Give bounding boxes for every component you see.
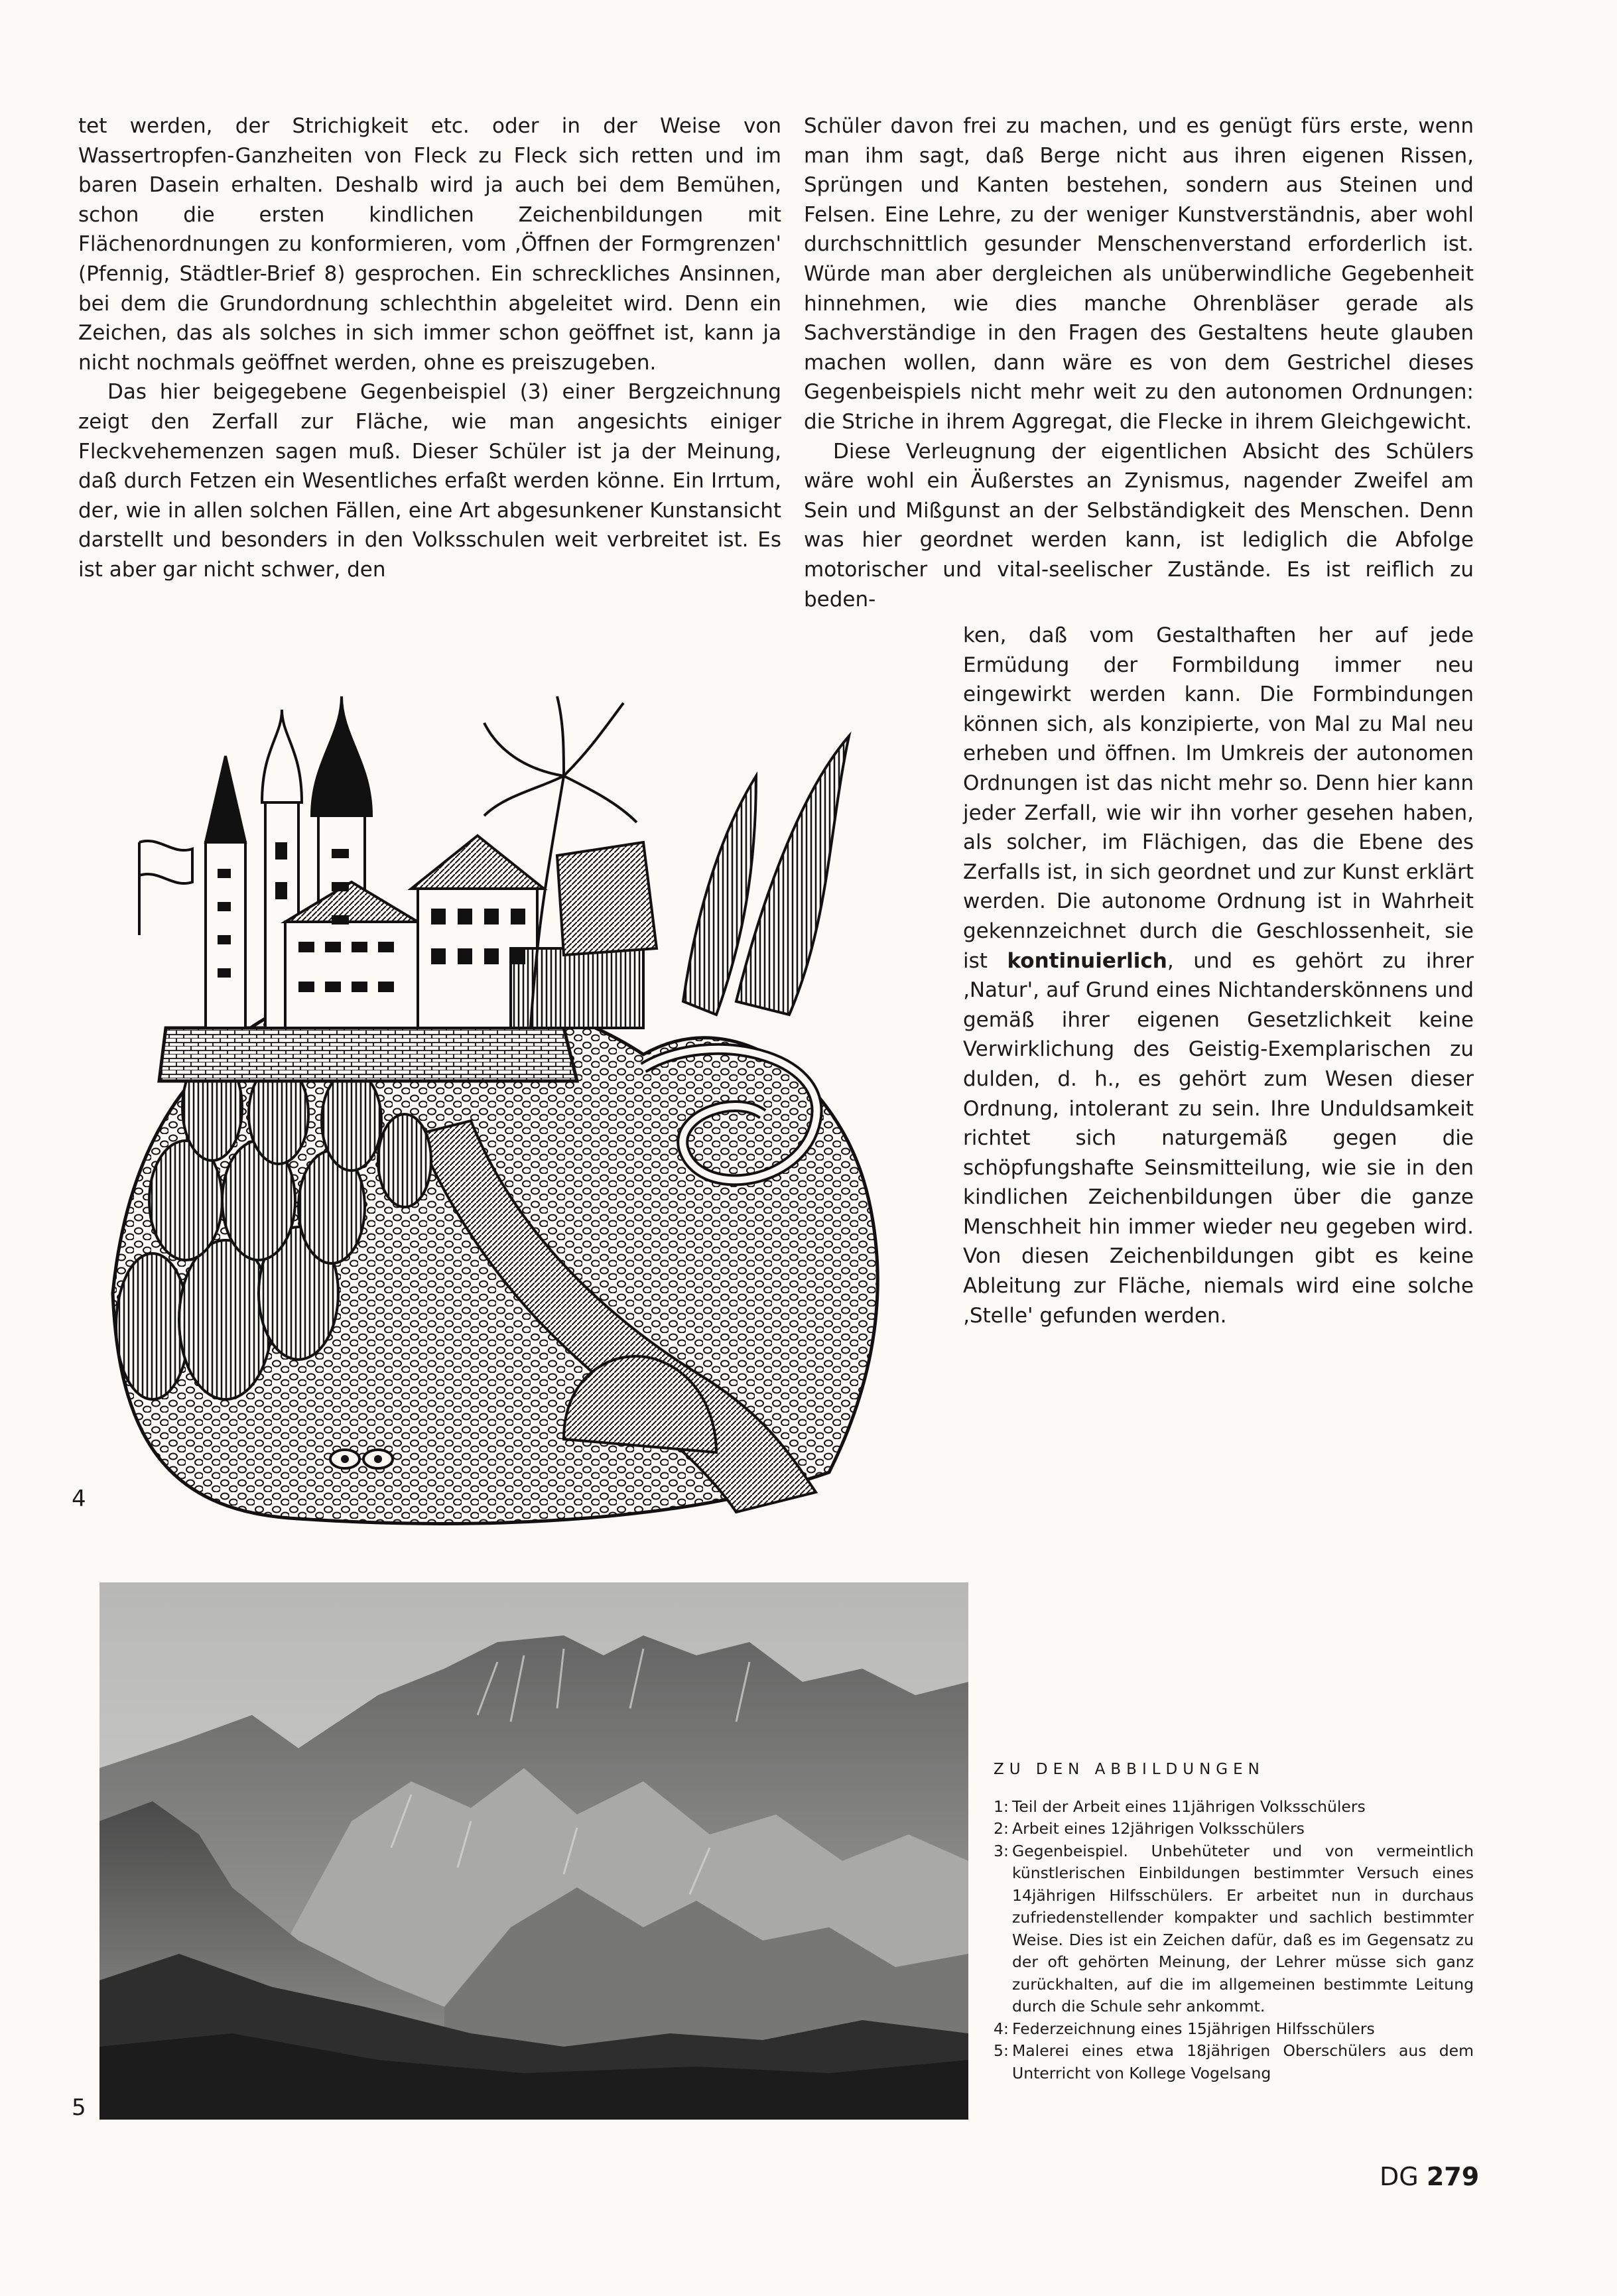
caption-item [994,2018,1474,2041]
right-text-column-top [804,111,1474,614]
paragraph-part-1: ken, daß vom Gestalthaften her auf jede Ermüdung der Formbildung immer neu eingewirkt werden kann. Die Formbindungen können sich, als konzipierte, von Mal zu Mal neu erheben und öffnen. Im Umkreis der autonomen Ordnungen ist das nicht mehr so. Denn hier kann jeder Zerfall, wie wir ihn vorher gesehen haben, als solcher, im Flächigen, das die Ebene des Zerfalls ist, in sich geordnet und zur Kunst erklärt werden. Die autonome Ordnung ist in Wahrheit gekennzeichnet durch die Geschlossenheit, sie ist [963,623,1474,973]
caption-item [994,1840,1474,2018]
figure-5-number: 5 [72,2094,86,2121]
right-paragraph-2: Diese Verleugnung der eigentlichen Absicht des Schülers wäre wohl ein Äußerstes an Zynismus, nagender Zweifel am Sein und Mißgunst an der Selbständigkeit des Menschen. Denn was hier geordnet werden kann, ist lediglich die Abfolge motorischer und vital-seelischer Zustände. Es ist reiflich zu beden- [804,439,1474,611]
caption-number: 4: [994,2019,1009,2038]
captions-heading: ZU DEN ABBILDUNGEN [994,1761,1265,1778]
caption-item [994,1796,1474,1818]
figure-4-number: 4 [72,1486,86,1512]
page-folio [1380,2162,1479,2191]
right-paragraph-1: Schüler davon frei zu machen, und es genügt fürs erste, wenn man ihm sagt, daß Berge nicht aus ihren eigenen Rissen, Sprüngen und Kanten bestehen, sondern aus Steinen und Felsen. Eine Lehre, zu der weniger Kunstverständnis, aber wohl durchschnittlich gesunder Menschenverstand erforderlich ist. Würde man aber dergleichen als unüberwindliche Gegebenheit hinnehmen, wie dies manche Ohrenbläser gerade als Sachverständige in den Fragen des Gestaltens heute glauben machen wollen, dann wäre es von dem Gestrichel dieses Gegenbeispiels nicht mehr weit zu den autonomen Ordnungen: die Striche in ihrem Aggregat, die Flecke in ihrem Gleichgewicht. [804,114,1474,434]
caption-text: Gegenbeispiel. Unbehüteter und von vermeintlich künstlerischen Einbildungen bestimmter Versuch eines 14jährigen Hilfsschülers. Er arbeitet nun in durchaus zufriedenstellender kompakter und sachlich bestimmter Weise. Dies ist ein Zeichen dafür, daß es im Gegensatz zu der oft gehörten Meinung, der Lehrer müsse sich ganz zurückhalten, auf die im allgemeinen bestimmte Leitung durch die Schule sehr ankommt. [1012,1841,1474,2015]
caption-item [994,1818,1474,1840]
figure-5-mountain-painting [99,1582,968,2120]
caption-number: 2: [994,1819,1009,1838]
caption-text: Arbeit eines 12jährigen Volksschülers [1012,1819,1305,1838]
figure-captions [994,1759,1474,2084]
emphasis-kontinuierlich: kontinuierlich [1007,948,1167,973]
journal-label: DG [1380,2162,1419,2191]
paragraph-part-2: , und es gehört zu ihrer ‚Natur', auf Grund eines Nichtanderskönnens und gemäß ihrer eigenen Gesetzlichkeit keine Verwirklichung des Geistig-Exemplarischen zu dulden, d. h., es gehört zum Wesen dieser Ordnung, intolerant zu sein. Ihre Unduldsamkeit richtet sich naturgemäß gegen die schöpfungshafte Seinsmitteilung, wie sie in den kindlichen Zeichenbildungen über die ganze Menschheit hin immer wieder neu gegeben wird. Von diesen Zeichenbildungen gibt es keine Ableitung zur Fläche, niemals wird eine solche ‚Stelle' gefunden werden. [963,948,1474,1328]
left-paragraph-2: Das hier beigegebene Gegenbeispiel (3) einer Bergzeichnung zeigt den Zerfall zur Fläche, wie man angesichts einiger Fleckvehemenzen sagen muß. Dieser Schüler ist ja der Meinung, daß durch Fetzen ein Wesentliches erfaßt werden könne. Ein Irrtum, der, wie in allen solchen Fällen, eine Art abgesunkener Kunstansicht darstellt und besonders in den Volksschulen weit verbreitet ist. Es ist aber gar nicht schwer, den [78,380,781,582]
page-number: 279 [1426,2162,1480,2191]
caption-text: Malerei eines etwa 18jährigen Oberschülers aus dem Unterricht von Kollege Vogelsang [1012,2041,1474,2082]
caption-number: 5: [994,2041,1009,2060]
caption-item [994,2040,1474,2084]
caption-text: Federzeichnung eines 15jährigen Hilfsschülers [1012,2019,1375,2038]
caption-number: 3: [994,1841,1009,1860]
right-paragraph-3 [963,621,1474,1330]
caption-text: Teil der Arbeit eines 11jährigen Volksschülers [1012,1797,1366,1816]
caption-number: 1: [994,1797,1009,1816]
left-text-column [78,111,781,585]
right-text-column-bottom [963,621,1474,1330]
left-paragraph-1: tet werden, der Strichigkeit etc. oder in der Weise von Wassertropfen-Ganzheiten von Fleck zu Fleck sich retten und im baren Dasein erhalten. Deshalb wird ja auch bei dem Bemühen, schon die ersten kindlichen Zeichenbildungen mit Flächenordnungen zu konformieren, vom ‚Öffnen der Formgrenzen' (Pfennig, Städtler-Brief 8) gesprochen. Ein schreckliches Ansinnen, bei dem die Grundordnung schlechthin abgeleitet wird. Denn ein Zeichen, das als solches in sich immer schon geöffnet ist, kann ja nicht nochmals geöffnet werden, ohne es preiszugeben. [78,114,781,375]
figure-4-pen-drawing [99,657,937,1545]
